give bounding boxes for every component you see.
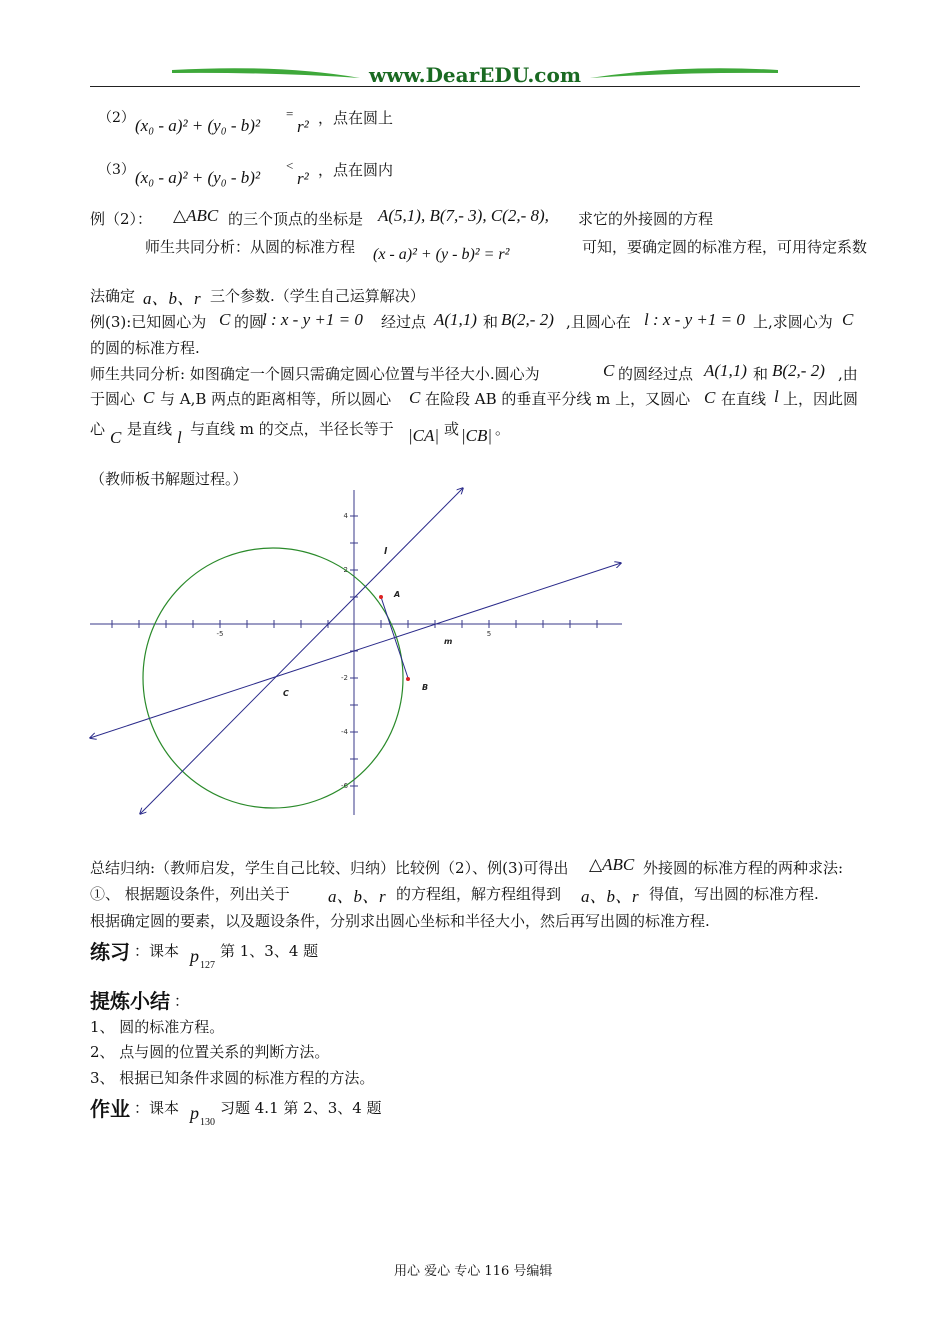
ex2-tail: 求它的外接圆的方程 (578, 210, 714, 228)
ex3-an1-A: A(1,1) (704, 361, 747, 380)
summary-line2-vars2: a、b、r (581, 887, 639, 906)
label-m: m (444, 637, 453, 646)
point-b (406, 677, 410, 681)
ex3-an3-ca: |CA| (408, 426, 440, 445)
recap-title: 提炼小结 (90, 989, 170, 1013)
right-swoosh-icon (590, 68, 778, 78)
ex3-an3-end: 。 (495, 420, 511, 438)
case-2-lhs: (x₀ - a)² + (y₀ - b)² (135, 116, 261, 135)
y-tick-label-neg4: -4 (341, 728, 348, 736)
ex2-points: A(5,1), B(7,- 3), C(2,- 8), (378, 206, 549, 225)
summary-line2-b: 的方程组，解方程组得到 (396, 885, 562, 903)
ex3-an2-c: C (143, 388, 155, 407)
ex3-line1-b: 的圆 (234, 313, 265, 331)
label-c: C (283, 689, 289, 698)
case-3-rhs: r² (297, 169, 309, 188)
ex3-an2-f: 上，因此圆 (783, 390, 859, 408)
practice-prefix: ：课本 (134, 942, 180, 960)
x-tick-label-5: 5 (486, 630, 492, 638)
segment-ab (381, 597, 408, 678)
circle-figure (85, 485, 630, 820)
summary-line1-b: 外接圆的标准方程的两种求法: (643, 859, 844, 877)
ex3-an2-b: 与 A,B 两点的距离相等，所以圆心 (160, 390, 392, 408)
homework-title: 作业 (90, 1097, 130, 1121)
practice-page-p: p (190, 946, 199, 966)
practice-page-number: 127 (200, 960, 215, 971)
ex3-line1-a: 例(3):已知圆心为 (90, 313, 207, 331)
left-swoosh-icon (172, 68, 360, 78)
ex3-line1-e: 上,求圆心为 (753, 313, 833, 331)
case-3-label: （3） (98, 162, 135, 178)
ex3-an3-c: C (110, 428, 122, 447)
case-3-tail: ，点在圆内 (318, 161, 394, 179)
ex3-an1-B: B(2,- 2) (772, 361, 825, 380)
ex3-an3-l: l (177, 428, 182, 447)
y-tick-label-4: 4 (343, 512, 348, 520)
summary-line2-c: 得值，写出圆的标准方程. (649, 885, 819, 903)
ex3-an3-a: 心 (90, 420, 106, 438)
ex3-line1-A: A(1,1) (434, 310, 477, 329)
homework-page-number: 130 (200, 1117, 215, 1128)
page-footer: 用心 爱心 专心 116 号编辑 (394, 1264, 553, 1279)
ex3-an1-tail: ,由 (838, 365, 858, 383)
recap-item-1: 1、 圆的标准方程。 (90, 1018, 225, 1036)
ex2-line3-tail: 三个参数.（学生自己运算解决） (210, 287, 425, 305)
y-tick-label-2: 2 (343, 566, 348, 574)
ex3-an2-e: 在直线 (721, 390, 767, 408)
ex3-line1-c3: C (842, 310, 854, 329)
summary-line2-vars: a、b、r (328, 887, 386, 906)
recap-colon: ： (174, 992, 190, 1010)
logo-text: www.DearEDU.com (368, 63, 582, 87)
label-l: l (384, 547, 388, 557)
y-tick-label-neg6: -6 (341, 782, 348, 790)
line-l (140, 488, 463, 814)
ex3-line1-B: B(2,- 2) (501, 310, 554, 329)
homework-page-p: p (190, 1103, 199, 1123)
ex2-analysis-equation: (x - a)² + (y - b)² = r² (373, 246, 510, 263)
ex3-an3-d: 与直线 m 的交点，半径长等于 (190, 420, 394, 438)
case-3-lhs: (x₀ - a)² + (y₀ - b)² (135, 168, 261, 187)
ex3-an1-c: C (603, 361, 615, 380)
header-rule (90, 86, 860, 87)
point-a (379, 595, 383, 599)
homework-tail: 习题 4.1 第 2、3、4 题 (220, 1099, 382, 1117)
label-a: A (394, 590, 401, 599)
ex3-an1-b: 的圆经过点 (618, 365, 694, 383)
ex3-an2-l: l (774, 387, 779, 406)
practice-title: 练习 (90, 940, 130, 964)
practice-tail: 第 1、3、4 题 (220, 942, 319, 960)
summary-line1-triangle: △ABC (589, 855, 635, 874)
ex3-an2-c3: C (704, 388, 716, 407)
ex3-line1-and: 和 (483, 313, 499, 331)
board-note: （教师板书解题过程。） (90, 470, 248, 488)
ex3-an3-or: 或 (444, 420, 460, 438)
ex2-triangle: △ABC (173, 206, 219, 225)
ex3-line1-d: ,且圆心在 (566, 313, 631, 331)
ex3-line1-c2: 经过点 (381, 313, 427, 331)
summary-line2-a: ①、 根据题设条件，列出关于 (90, 885, 290, 903)
case-2-rhs: r² (297, 117, 309, 136)
case-3-relation: < (286, 158, 294, 173)
ex3-an2-d: 在险段 AB 的垂直平分线 m 上，又圆心 (425, 390, 691, 408)
ex3-line1-eq: l : x - y +1 = 0 (262, 310, 363, 329)
recap-item-3: 3、 根据已知条件求圆的标准方程的方法。 (90, 1069, 375, 1087)
ex2-line3-prefix: 法确定 (90, 287, 136, 305)
ex3-line1-c: C (219, 310, 231, 329)
summary-line3: 根据确定圆的要素，以及题设条件，分别求出圆心坐标和半径大小，然后再写出圆的标准方程. (90, 912, 710, 930)
ex3-an1-and: 和 (753, 365, 769, 383)
label-b: B (422, 683, 429, 692)
x-tick-label-neg5: -5 (216, 630, 224, 638)
summary-line1-a: 总结归纳:（教师启发，学生自己比较、归纳）比较例（2）、例(3)可得出 (90, 859, 569, 877)
case-2-relation: = (286, 106, 294, 121)
ex2-prefix: 例（2）： (90, 210, 153, 228)
ex2-line3-vars: a、b、r (143, 289, 201, 308)
ex3-an2-c2: C (409, 388, 421, 407)
ex3-line1-eq2: l : x - y +1 = 0 (644, 310, 745, 329)
recap-item-2: 2、 点与圆的位置关系的判断方法。 (90, 1043, 330, 1061)
ex2-analysis-prefix: 师生共同分析：从圆的标准方程 (145, 238, 356, 256)
ex3-an1-a: 师生共同分析: 如图确定一个圆只需确定圆心位置与半径大小.圆心为 (90, 365, 540, 383)
case-2-label: （2） (98, 110, 135, 126)
ex3-line2: 的圆的标准方程. (90, 339, 200, 357)
case-2-tail: ，点在圆上 (318, 109, 394, 127)
ex3-an2-a: 于圆心 (90, 390, 136, 408)
ex3-an3-cb: |CB| (461, 426, 493, 445)
homework-prefix: ：课本 (134, 1099, 180, 1117)
line-m (90, 563, 621, 738)
y-tick-label-neg2: -2 (341, 674, 348, 682)
ex3-an3-b: 是直线 (127, 420, 173, 438)
ex2-analysis-tail: 可知，要确定圆的标准方程，可用待定系数 (582, 238, 868, 256)
ex2-mid: 的三个顶点的坐标是 (228, 210, 364, 228)
